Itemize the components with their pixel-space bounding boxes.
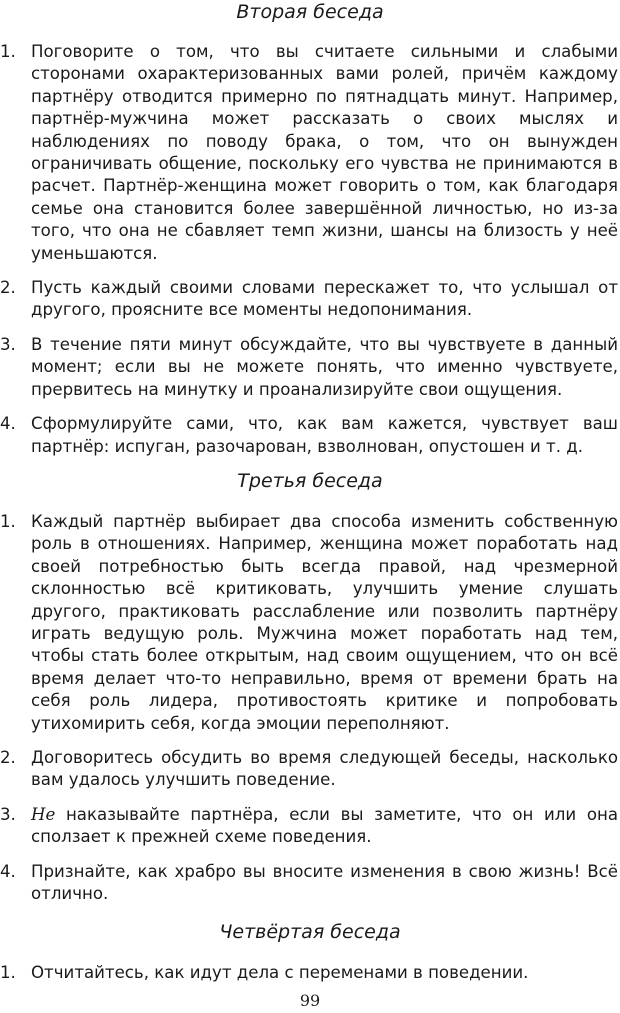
list-item <box>0 804 620 849</box>
item-number: 3. <box>0 334 16 354</box>
item-number: 1. <box>0 42 16 61</box>
item-first-word: Не <box>31 804 56 824</box>
item-text: Признайте, как храбро вы вносите изменения в свою жизнь! Всё отлично. <box>31 861 618 904</box>
item-text: наказывайте партнёра, если вы заметите, что он или она сползает к прежней схеме поведения. <box>31 804 618 847</box>
list-item <box>0 277 620 322</box>
item-number: 3. <box>0 804 16 824</box>
item-number: 2. <box>0 748 16 768</box>
item-number: 1. <box>0 963 16 982</box>
list-item <box>0 962 620 984</box>
item-text: Пусть каждый своими словами перескажет то, что услышал от другого, проясните все моменты недопонимания. <box>31 278 618 320</box>
list-item <box>0 511 620 735</box>
item-number: 4. <box>0 414 16 434</box>
item-text: Поговорите о том, что вы считаете сильными и слабыми сторонами охарактеризованных вами ролей, причём каждому партнёру отводится примерно по пятнадцать минут. Например, партнёр-мужчина может рассказать о своих мыслях и наблюдениях по поводу брака, о том, что он вынужден ограничивать общение, поскольку его чувства не принимаются в расчет. Партнёр-женщина может говорить о том, как благодаря семье она становится более завершённой личностью, но из-за того, что она не сбавляет темп жизни, шансы на близость у неё уменьшаются. <box>31 42 618 263</box>
item-number: 1. <box>0 512 16 531</box>
item-number: 4. <box>0 861 16 881</box>
section-title-third-conversation: Третья беседа <box>237 470 383 492</box>
list-item <box>0 747 620 792</box>
second-conversation-list <box>0 41 620 470</box>
item-text: Договоритесь обсудить во время следующей беседы, насколько вам удалось улучшить поведение. <box>31 748 618 790</box>
page-number: 99 <box>299 991 321 1010</box>
section-title-fourth-conversation: Четвёртая беседа <box>219 921 401 943</box>
item-text: Сформулируйте сами, что, как вам кажется, чувствует ваш партнёр: испуган, разочарован, взволнован, опустошен и т. д. <box>31 414 618 456</box>
list-item <box>0 413 620 458</box>
item-number: 2. <box>0 278 16 298</box>
item-text: Отчитайтесь, как идут дела с переменами в поведении. <box>31 963 529 982</box>
list-item <box>0 334 620 401</box>
list-item <box>0 41 620 265</box>
item-text: В течение пяти минут обсуждайте, что вы чувствуете в данный момент; если вы не можете понять, что именно чувствуете, прервитесь на минутку и проанализируйте свои ощущения. <box>31 334 618 399</box>
section-title-second-conversation: Вторая беседа <box>236 1 384 23</box>
third-conversation-list <box>0 511 620 918</box>
item-text: Каждый партнёр выбирает два способа изменить собственную роль в отношениях. Например, женщина может поработать над своей потребностью быть всегда правой, над чрезмерной склонностью всё критиковать, улучшить умение слушать другого, практиковать расслабление или позволить партнёру играть ведущую роль. Мужчина может поработать над тем, чтобы стать более открытым, над своим ощущением, что он всё время делает что-то неправильно, время от времени брать на себя роль лидера, противостоять критике и попробовать утихомирить себя, когда эмоции переполняют. <box>31 512 618 733</box>
list-item <box>0 861 620 906</box>
